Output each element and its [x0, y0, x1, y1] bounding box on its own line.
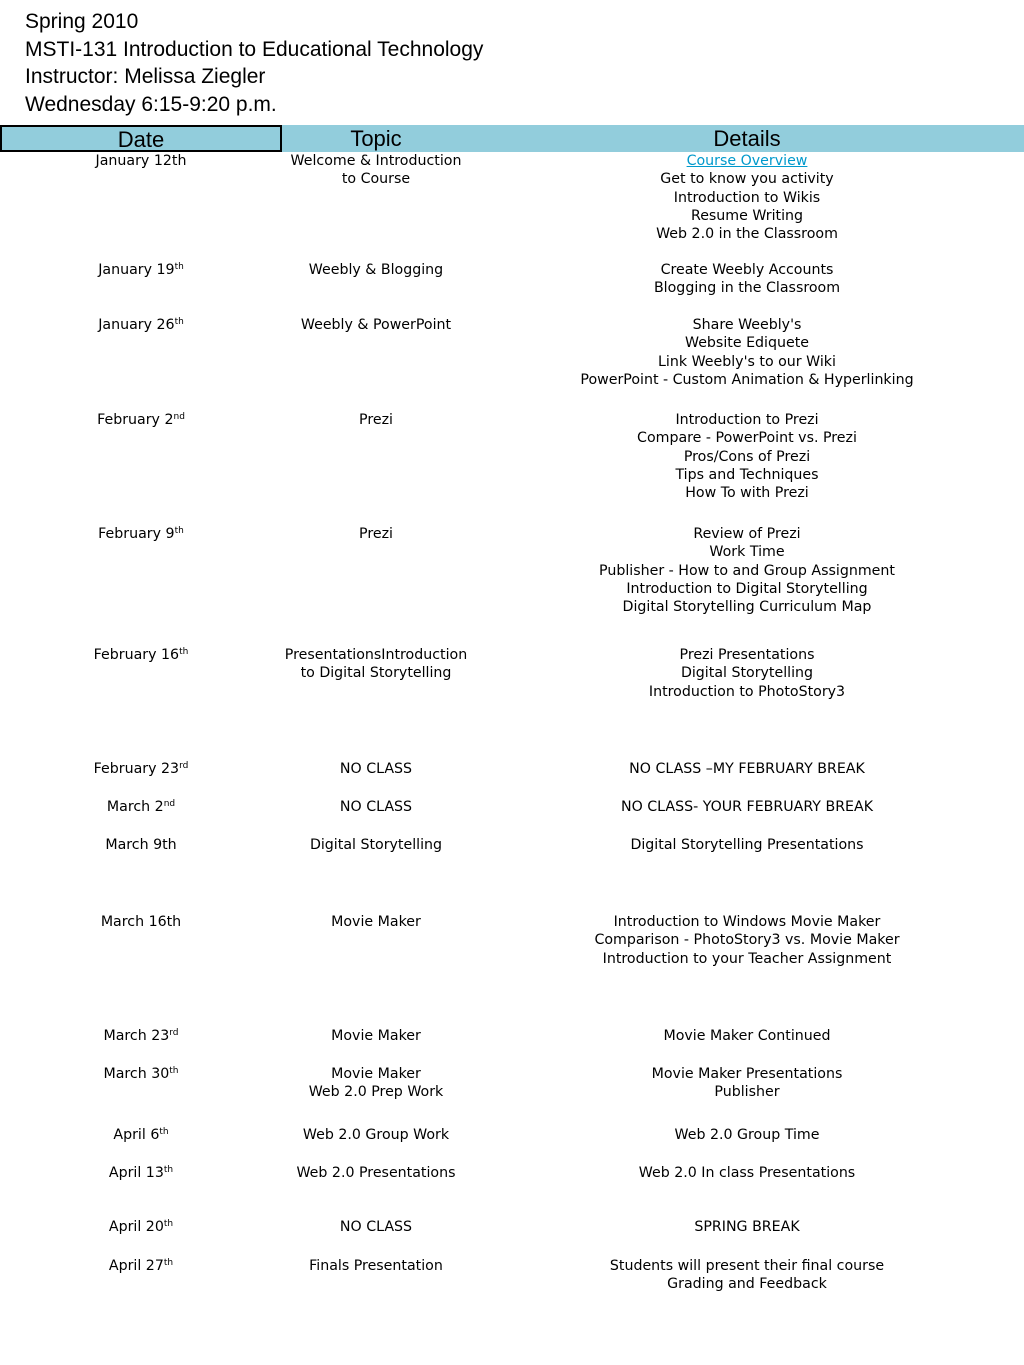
date-text: February 16 [93, 647, 180, 663]
date-ordinal-suffix: th [159, 1127, 169, 1137]
term-label: Spring 2010 [25, 10, 139, 33]
date-text: February 9 [98, 526, 175, 542]
date-text: March 23 [103, 1028, 170, 1044]
details-line: Introduction to Windows Movie Maker [613, 914, 881, 930]
date-ordinal-suffix: th [163, 1165, 174, 1175]
date-cell [0, 261, 282, 279]
details-cell [470, 152, 1024, 243]
details-cell [470, 1027, 1024, 1045]
schedule-heading [25, 8, 483, 118]
details-cell [470, 1065, 1024, 1102]
details-line: Resume Writing [690, 207, 804, 224]
details-line: Website Ediquete [685, 335, 809, 352]
details-line: Comparison - PhotoStory3 vs. Movie Maker [594, 932, 900, 949]
topic-line: Weebly & Blogging [308, 262, 444, 278]
date-cell [0, 525, 282, 543]
date-cell [0, 798, 282, 816]
details-line: Digital Storytelling [680, 665, 814, 682]
details-line: Web 2.0 Group Time [674, 1127, 820, 1143]
date-text: February 23 [93, 761, 180, 777]
details-cell [470, 836, 1024, 854]
date-cell [0, 1065, 282, 1083]
details-line: SPRING BREAK [694, 1219, 800, 1235]
topic-line: NO CLASS [339, 761, 413, 777]
topic-line: PresentationsIntroduction [284, 647, 468, 663]
details-line: Movie Maker Continued [663, 1028, 831, 1044]
details-line: NO CLASS- YOUR FEBRUARY BREAK [620, 799, 874, 815]
column-header-date: Date [0, 125, 282, 152]
topic-line: Movie Maker [331, 1066, 421, 1082]
date-text: March 30 [103, 1066, 170, 1082]
date-cell [0, 316, 282, 334]
details-line: Link Weebly's to our Wiki [658, 353, 836, 370]
topic-line: Movie Maker [331, 1028, 421, 1044]
details-cell [470, 646, 1024, 701]
details-line: Web 2.0 in the Classroom [656, 226, 838, 243]
topic-line: Web 2.0 Presentations [296, 1165, 456, 1181]
details-cell [470, 411, 1024, 502]
date-cell [0, 1164, 282, 1182]
details-cell [470, 261, 1024, 298]
details-line: Grading and Feedback [667, 1276, 827, 1293]
details-cell [470, 798, 1024, 816]
details-line: Web 2.0 In class Presentations [638, 1165, 856, 1181]
date-ordinal-suffix: nd [163, 799, 176, 809]
date-cell [0, 836, 282, 854]
topic-cell [282, 1164, 470, 1182]
column-header-topic: Topic [282, 125, 470, 152]
topic-line: Web 2.0 Group Work [302, 1127, 450, 1143]
topic-line: Web 2.0 Prep Work [308, 1084, 444, 1101]
column-header-details: Details [470, 125, 1024, 152]
date-text: April 13 [108, 1165, 164, 1181]
date-cell [0, 1126, 282, 1144]
instructor-label: Instructor: Melissa Ziegler [25, 65, 266, 88]
details-cell [470, 913, 1024, 968]
topic-line: Weebly & PowerPoint [300, 317, 452, 333]
topic-cell [282, 798, 470, 816]
details-line [470, 152, 1024, 170]
date-text: March 9th [105, 837, 177, 853]
date-cell [0, 152, 282, 170]
details-line: Compare - PowerPoint vs. Prezi [637, 430, 857, 447]
details-cell [470, 1126, 1024, 1144]
topic-line: Finals Presentation [309, 1258, 443, 1274]
topic-cell [282, 1027, 470, 1045]
details-line: Introduction to your Teacher Assignment [602, 950, 892, 967]
date-cell [0, 760, 282, 778]
topic-cell [282, 411, 470, 429]
date-ordinal-suffix: th [163, 1219, 174, 1229]
course-title: MSTI-131 Introduction to Educational Technology [25, 37, 484, 61]
details-line: Blogging in the Classroom [653, 280, 841, 297]
topic-cell [282, 646, 470, 683]
date-cell [0, 411, 282, 429]
date-text: January 26 [98, 317, 175, 333]
topic-cell [282, 836, 470, 854]
topic-line: to Digital Storytelling [300, 665, 452, 682]
details-line: Digital Storytelling Presentations [630, 837, 864, 853]
details-line: Review of Prezi [693, 526, 801, 542]
date-ordinal-suffix: th [179, 647, 189, 657]
date-ordinal-suffix: th [174, 317, 184, 327]
details-line: Publisher [714, 1084, 780, 1101]
course-overview-link[interactable]: Course Overview [686, 153, 808, 169]
details-line: Create Weebly Accounts [660, 262, 834, 278]
date-text: April 6 [113, 1127, 160, 1143]
details-cell [470, 760, 1024, 778]
date-text: March 2 [106, 799, 164, 815]
topic-cell [282, 152, 470, 189]
details-line: NO CLASS –MY FEBRUARY BREAK [629, 761, 865, 777]
date-text: April 20 [108, 1219, 164, 1235]
date-ordinal-suffix: rd [169, 1028, 179, 1038]
details-line: Work Time [709, 544, 785, 561]
details-cell [470, 525, 1024, 616]
date-ordinal-suffix: nd [173, 412, 185, 422]
date-cell [0, 1257, 282, 1275]
meeting-time: Wednesday 6:15-9:20 p.m. [25, 92, 277, 116]
topic-cell [282, 261, 470, 279]
topic-cell [282, 1257, 470, 1275]
details-cell [470, 1164, 1024, 1182]
details-line: Publisher - How to and Group Assignment [599, 562, 895, 579]
topic-line: Prezi [359, 526, 393, 542]
topic-line: Movie Maker [331, 914, 421, 930]
date-ordinal-suffix: th [174, 262, 184, 272]
topic-line: NO CLASS [339, 799, 413, 815]
date-text: January 19 [98, 262, 175, 278]
details-cell [470, 1218, 1024, 1236]
topic-cell [282, 525, 470, 543]
details-line: Movie Maker Presentations [651, 1066, 843, 1082]
details-line: Introduction to Digital Storytelling [626, 580, 868, 597]
details-line: Introduction to Prezi [675, 412, 819, 428]
details-line: Tips and Techniques [675, 466, 819, 483]
details-line: Digital Storytelling Curriculum Map [622, 599, 872, 616]
details-line: Introduction to PhotoStory3 [648, 683, 846, 700]
details-line: Introduction to Wikis [673, 189, 821, 206]
details-line: Pros/Cons of Prezi [683, 448, 811, 465]
date-ordinal-suffix: rd [179, 761, 189, 771]
details-line: Students will present their final course [609, 1258, 885, 1274]
details-cell [470, 316, 1024, 389]
topic-cell [282, 760, 470, 778]
date-text: March 16th [100, 914, 182, 930]
topic-cell [282, 1126, 470, 1144]
date-ordinal-suffix: th [174, 526, 184, 536]
topic-cell [282, 1065, 470, 1102]
details-line: How To with Prezi [685, 485, 809, 502]
date-text: February 2 [97, 412, 174, 428]
topic-cell [282, 1218, 470, 1236]
details-line: Prezi Presentations [679, 647, 815, 663]
details-cell [470, 1257, 1024, 1294]
date-ordinal-suffix: th [169, 1066, 179, 1076]
date-text: January 12th [95, 153, 187, 169]
details-line: PowerPoint - Custom Animation & Hyperlinking [580, 371, 914, 388]
details-line: Get to know you activity [660, 171, 834, 188]
topic-line: NO CLASS [339, 1219, 413, 1235]
date-cell [0, 913, 282, 931]
details-line: Share Weebly's [692, 317, 802, 333]
topic-cell [282, 316, 470, 334]
date-cell [0, 1027, 282, 1045]
topic-line: to Course [341, 171, 411, 188]
topic-line: Welcome & Introduction [290, 153, 462, 169]
date-cell [0, 1218, 282, 1236]
topic-cell [282, 913, 470, 931]
date-ordinal-suffix: th [163, 1258, 174, 1268]
topic-line: Digital Storytelling [309, 837, 443, 853]
date-cell [0, 646, 282, 664]
topic-line: Prezi [359, 412, 393, 428]
date-text: April 27 [108, 1258, 164, 1274]
